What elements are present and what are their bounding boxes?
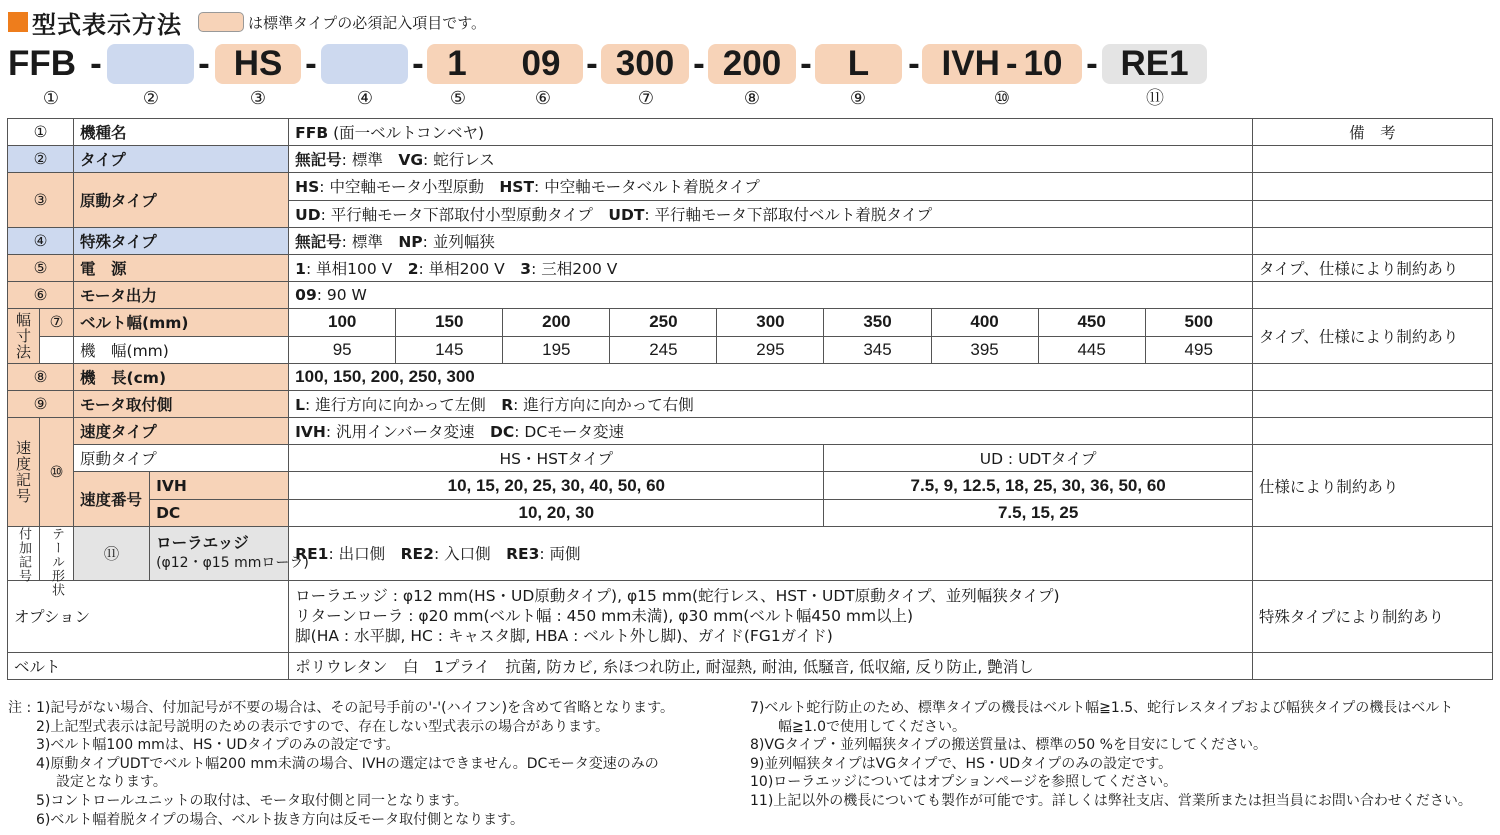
- belt-width-cell: 400: [931, 309, 1038, 336]
- machine-width-cell: 345: [824, 336, 931, 363]
- drive-hs-header: HS・HSTタイプ: [289, 445, 824, 472]
- code-dash: -: [1005, 44, 1018, 83]
- row-remark: [1252, 146, 1492, 173]
- code-number: ④: [356, 88, 374, 109]
- row-value: 09: 90 W: [289, 282, 1253, 309]
- note-line: 注 : 1)記号がない場合、付加記号が不要の場合は、その記号手前の'-'(ハイフン)を含めて省略となります。: [8, 700, 674, 716]
- machine-width-cell: 495: [1145, 336, 1252, 363]
- code-speed-number: 10: [1023, 44, 1063, 83]
- row-label: ローラエッジ (φ12・φ15 mmローラ): [150, 526, 289, 580]
- code-prefix: FFB: [8, 44, 77, 83]
- row-value: 100, 150, 200, 250, 300: [289, 363, 1253, 390]
- row-number: ⑨: [8, 390, 74, 417]
- code-dash: -: [1086, 44, 1098, 83]
- machine-width-cell: 195: [503, 336, 610, 363]
- group-label-tail: テール形状: [40, 526, 74, 580]
- code-number: ②: [142, 88, 160, 109]
- belt-width-cell: 200: [503, 309, 610, 336]
- code-number: ①: [42, 88, 60, 109]
- table-row: [8, 146, 1493, 173]
- code-dash: -: [412, 44, 424, 83]
- row-value: 無記号: 標準 NP: 並列幅狭: [289, 227, 1253, 254]
- code-seg-type: [107, 44, 194, 84]
- row-label: 電 源: [74, 254, 289, 281]
- belt-width-cell: 350: [824, 309, 931, 336]
- row-value: IVH: 汎用インバータ変速 DC: DCモータ変速: [289, 418, 1253, 445]
- code-dash: -: [305, 44, 317, 83]
- code-seg-drive: HS: [215, 44, 301, 84]
- table-row: [8, 580, 1493, 652]
- orange-square-icon: [8, 12, 28, 32]
- note-line: 9)並列幅狭タイプはVGタイプで、HS・UDタイプのみの設定です。: [750, 755, 1173, 772]
- machine-width-cell: 295: [717, 336, 824, 363]
- table-row: [8, 254, 1493, 281]
- notes-right: [750, 699, 1495, 811]
- machine-width-cell: 445: [1038, 336, 1145, 363]
- code-number: ⑪: [1146, 88, 1164, 109]
- row-value: HS: 中空軸モータ小型原動 HST: 中空軸モータベルト着脱タイプ: [289, 173, 1253, 200]
- table-row: [8, 652, 1493, 679]
- row-label: 速度番号: [74, 472, 150, 526]
- notes-left: [8, 699, 728, 829]
- belt-width-cell: 450: [1038, 309, 1145, 336]
- group-label-speed: 速度記号: [8, 418, 40, 527]
- note-line: 設定となります。: [56, 774, 167, 791]
- speed-dc-hs: 10, 20, 30: [289, 499, 824, 526]
- code-number: ⑥: [534, 88, 552, 109]
- code-dash: -: [586, 44, 598, 83]
- row-remark: [1252, 652, 1492, 679]
- row-remark: 特殊タイプにより制約あり: [1252, 580, 1492, 652]
- code-seg-belt-width: 300: [601, 44, 689, 84]
- belt-width-cell: 500: [1145, 309, 1252, 336]
- code-number: ③: [249, 88, 267, 109]
- table-row: [8, 526, 1493, 580]
- belt-width-cell: 150: [396, 309, 503, 336]
- belt-width-cell: 100: [289, 309, 396, 336]
- row-label: 機 幅(mm): [74, 336, 289, 363]
- note-line: 11)上記以外の機長についても製作が可能です。詳しくは弊社支店、営業所または担当員にお問い合わせください。: [750, 792, 1472, 809]
- code-dash: -: [198, 44, 210, 83]
- row-remark: [1252, 227, 1492, 254]
- note-line: 10)ローラエッジについてはオプションページを参照してください。: [750, 774, 1178, 791]
- code-speed-type: IVH: [941, 44, 1000, 83]
- row-number: ②: [8, 146, 74, 173]
- speed-ivh-ud: 7.5, 9, 12.5, 18, 25, 30, 36, 50, 60: [824, 472, 1252, 499]
- code-seg-special: [321, 44, 408, 84]
- row-label: オプション: [8, 580, 289, 652]
- row-value: RE1: 出口側 RE2: 入口側 RE3: 両側: [289, 526, 1253, 580]
- row-label: 機種名: [74, 119, 289, 146]
- note-line: 8)VGタイプ・並列幅狭タイプの搬送質量は、標準の50 %を目安にしてください。: [750, 737, 1267, 754]
- belt-width-cell: 250: [610, 309, 717, 336]
- row-remark: [1252, 390, 1492, 417]
- machine-width-cell: 95: [289, 336, 396, 363]
- machine-width-cell: 245: [610, 336, 717, 363]
- belt-width-cell: 300: [717, 309, 824, 336]
- row-label: 原動タイプ: [74, 445, 289, 472]
- row-number: ⑤: [8, 254, 74, 281]
- row-remark: 仕様により制約あり: [1252, 445, 1492, 527]
- row-number: ⑪: [74, 526, 150, 580]
- row-label: ベルト幅(mm): [74, 309, 289, 336]
- required-color-swatch: [198, 12, 244, 32]
- note-line: 幅≧1.0で使用してください。: [778, 718, 966, 735]
- speed-dc-label: DC: [150, 499, 289, 526]
- table-row: [8, 445, 1493, 472]
- note-line: 3)ベルト幅100 mmは、HS・UDタイプのみの設定です。: [36, 737, 400, 754]
- remarks-header: 備 考: [1252, 119, 1492, 146]
- table-row: [8, 227, 1493, 254]
- machine-width-cell: 145: [396, 336, 503, 363]
- table-row: [8, 173, 1493, 200]
- table-row: [8, 363, 1493, 390]
- speed-dc-ud: 7.5, 15, 25: [824, 499, 1252, 526]
- row-value: L: 進行方向に向かって左側 R: 進行方向に向かって右側: [289, 390, 1253, 417]
- code-seg-motor: 09: [521, 44, 561, 83]
- row-label: 機 長(cm): [74, 363, 289, 390]
- table-row: [8, 119, 1493, 146]
- table-row: [8, 418, 1493, 445]
- code-dash: -: [693, 44, 705, 83]
- code-seg-roller-edge: RE1: [1102, 44, 1207, 84]
- code-seg-motor-side: L: [815, 44, 902, 84]
- row-remark: [1252, 200, 1492, 227]
- row-remark: [1252, 173, 1492, 200]
- row-value: 無記号: 標準 VG: 蛇行レス: [289, 146, 1253, 173]
- row-remark: [1252, 418, 1492, 445]
- code-seg-power-motor: [427, 44, 583, 84]
- note-line: 6)ベルト幅着脱タイプの場合、ベルト抜き方向は反モータ取付側となります。: [36, 811, 524, 828]
- row-label: 特殊タイプ: [74, 227, 289, 254]
- row-value: 1: 単相100 V 2: 単相200 V 3: 三相200 V: [289, 254, 1253, 281]
- row-label: モータ出力: [74, 282, 289, 309]
- row-number-blank: [40, 336, 74, 363]
- drive-ud-header: UD : UDTタイプ: [824, 445, 1252, 472]
- group-label-width: 幅寸法: [8, 309, 40, 363]
- note-line: 4)原動タイプUDTでベルト幅200 mm未満の場合、IVHの選定はできません。DCモータ変速のみの: [36, 755, 659, 772]
- row-remark: [1252, 363, 1492, 390]
- speed-ivh-label: IVH: [150, 472, 289, 499]
- row-label: モータ取付側: [74, 390, 289, 417]
- code-dash: -: [90, 44, 102, 83]
- note-line: 5)コントロールユニットの取付は、モータ取付側と同一となります。: [36, 792, 468, 809]
- page-title: 型式表示方法: [32, 10, 182, 39]
- row-remark: [1252, 282, 1492, 309]
- speed-ivh-hs: 10, 15, 20, 25, 30, 40, 50, 60: [289, 472, 824, 499]
- machine-width-cell: 395: [931, 336, 1038, 363]
- code-number: ⑦: [637, 88, 655, 109]
- row-number: ⑦: [40, 309, 74, 336]
- row-label: タイプ: [74, 146, 289, 173]
- code-dash: -: [908, 44, 920, 83]
- group-label-additional: 付加記号: [8, 526, 40, 580]
- row-value: UD: 平行軸モータ下部取付小型原動タイプ UDT: 平行軸モータ下部取付ベルト着脱タイプ: [289, 200, 1253, 227]
- note-line: 2)上記型式表示は記号説明のための表示ですので、存在しない型式表示の場合があります。: [36, 718, 609, 735]
- code-seg-speed: [922, 44, 1082, 84]
- table-row: [8, 309, 1493, 336]
- row-number: ①: [8, 119, 74, 146]
- row-remark: タイプ、仕様により制約あり: [1252, 309, 1492, 363]
- row-value: FFB (面一ベルトコンベヤ): [289, 119, 1253, 146]
- code-seg-length: 200: [708, 44, 796, 84]
- code-seg-power: 1: [447, 44, 467, 83]
- note-line: 7)ベルト蛇行防止のため、標準タイプの機長はベルト幅≧1.5、蛇行レスタイプおよび幅狭タイプの機長はベルト: [750, 700, 1454, 716]
- row-number: ④: [8, 227, 74, 254]
- option-values: ローラエッジ : φ12 mm(HS・UD原動タイプ), φ15 mm(蛇行レス、HST・UDT原動タイプ、並列幅狭タイプ) リターンローラ : φ20 mm(ベルト幅 : 450 mm未満), φ30 mm(ベルト幅450 mm以上) 脚(HA : 水平脚, HC : キャスタ脚, HBA : ベルト外し脚)、ガイド(FG1ガイド): [289, 580, 1253, 652]
- spec-table: [7, 118, 1493, 680]
- row-number: ⑧: [8, 363, 74, 390]
- code-number: ⑧: [743, 88, 761, 109]
- code-dash: -: [800, 44, 812, 83]
- row-number: ⑥: [8, 282, 74, 309]
- row-number: ⑩: [40, 418, 74, 527]
- code-number: ⑩: [993, 88, 1011, 109]
- row-label: 速度タイプ: [74, 418, 289, 445]
- row-number: ③: [8, 173, 74, 227]
- legend-note: は標準タイプの必須記入項目です。: [248, 13, 487, 32]
- code-number: ⑤: [449, 88, 467, 109]
- row-remark: タイプ、仕様により制約あり: [1252, 254, 1492, 281]
- row-label: 原動タイプ: [74, 173, 289, 227]
- row-remark: [1252, 526, 1492, 580]
- row-value: ポリウレタン 白 1プライ 抗菌, 防カビ, 糸ほつれ防止, 耐湿熱, 耐油, 低騒音, 低収縮, 反り防止, 艶消し: [289, 652, 1253, 679]
- table-row: [8, 390, 1493, 417]
- code-number: ⑨: [849, 88, 867, 109]
- table-row: [8, 282, 1493, 309]
- row-label: ベルト: [8, 652, 289, 679]
- section-header: [8, 6, 486, 38]
